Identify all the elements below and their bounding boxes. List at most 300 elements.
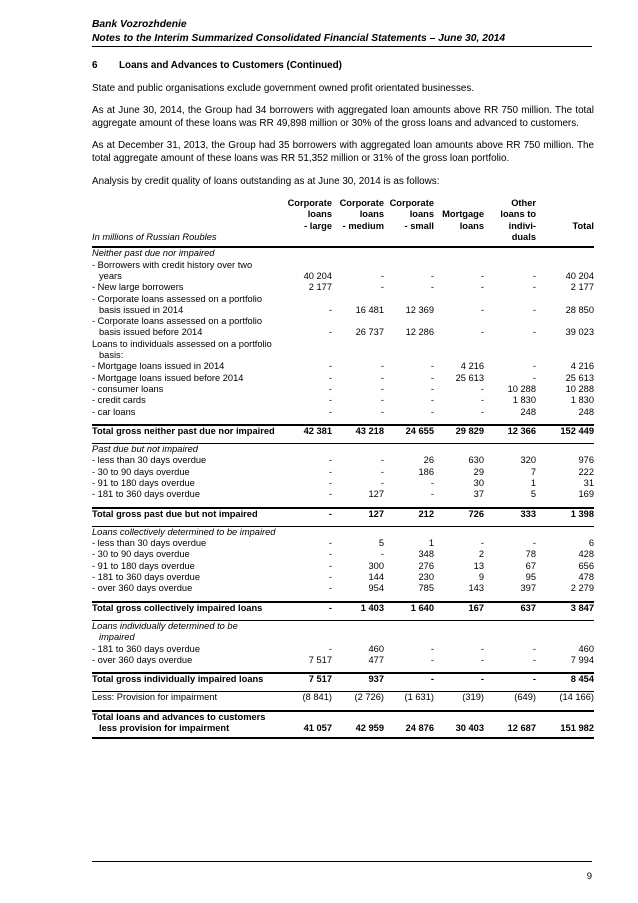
value-cell: -: [484, 673, 536, 685]
value-cell: [282, 350, 332, 361]
value-cell: [434, 294, 484, 305]
credit-quality-table: [92, 198, 594, 739]
value-cell: 13: [473, 560, 484, 571]
value-cell: -: [430, 282, 434, 293]
spacer-cell: [434, 501, 484, 508]
spacer-cell: [484, 595, 536, 602]
value-cell: 31: [583, 477, 594, 488]
value-cell: -: [532, 643, 536, 654]
value-cell: 4 216: [570, 361, 594, 372]
value-cell: 12 286: [405, 327, 434, 338]
value-cell: 4 216: [460, 361, 484, 372]
spacer-cell: [536, 595, 594, 602]
value-cell: 29 829: [434, 425, 484, 437]
value-cell: [434, 711, 484, 723]
spacer-cell: [434, 704, 484, 711]
value-cell: -: [430, 395, 434, 406]
value-cell: -: [480, 327, 484, 338]
row-label: impaired: [99, 632, 135, 643]
value-cell: -: [532, 372, 536, 383]
value-cell: 9: [478, 572, 484, 583]
subheading-row: [92, 247, 594, 259]
value-cell: 477: [368, 654, 384, 665]
row-label: - less than 30 days overdue: [92, 538, 207, 549]
value-cell: -: [480, 643, 484, 654]
value-cell: 152 449: [536, 425, 594, 437]
value-cell: 127: [332, 508, 384, 520]
value-cell: [384, 711, 434, 723]
value-cell: 248: [520, 406, 536, 417]
subheading-row: [92, 444, 594, 456]
row-label: - Mortgage loans issued in 2014: [92, 361, 225, 372]
value-cell: [536, 260, 594, 271]
value-cell: 169: [578, 489, 594, 500]
value-cell: 43 218: [332, 425, 384, 437]
value-cell: 26 737: [355, 327, 384, 338]
value-cell: -: [430, 372, 434, 383]
value-cell: 151 982: [536, 723, 594, 738]
value-cell: -: [328, 395, 332, 406]
value-cell: 10 288: [507, 383, 536, 394]
value-cell: -: [380, 383, 384, 394]
row-label: - 91 to 180 days overdue: [92, 560, 195, 571]
value-cell: [282, 339, 332, 350]
value-cell: -: [380, 455, 384, 466]
value-cell: [282, 711, 332, 723]
value-cell: 6: [588, 538, 594, 549]
value-cell: [332, 316, 384, 327]
value-cell: 397: [520, 583, 536, 594]
column-header: Total: [536, 198, 594, 247]
row-label: years: [99, 270, 122, 281]
column-header: Corporate loans - large: [282, 198, 332, 247]
value-cell: -: [380, 372, 384, 383]
table-row: [92, 373, 594, 384]
total-row: [92, 711, 594, 723]
value-cell: -: [480, 270, 484, 281]
row-label: - 91 to 180 days overdue: [92, 477, 195, 488]
value-cell: -: [430, 489, 434, 500]
paragraph: As at June 30, 2014, the Group had 34 borrowers with aggregated loan amounts above RR 750 million. The total aggregate amount of these loans was RR 49,898 million or 30% of the gross loans and advanced to customers.: [92, 105, 594, 129]
row-label: - Corporate loans assessed on a portfolio: [92, 293, 263, 304]
spacer-cell: [282, 595, 332, 602]
value-cell: 460: [368, 643, 384, 654]
row-label: - 30 to 90 days overdue: [92, 549, 190, 560]
value-cell: -: [328, 361, 332, 372]
spacer-row: [92, 595, 594, 602]
value-cell: 656: [578, 560, 594, 571]
value-cell: -: [480, 395, 484, 406]
value-cell: -: [532, 304, 536, 315]
value-cell: -: [328, 372, 332, 383]
spacer-cell: [282, 418, 332, 425]
value-cell: -: [328, 538, 332, 549]
value-cell: 1 403: [332, 602, 384, 614]
value-cell: -: [532, 361, 536, 372]
value-cell: 2 177: [308, 282, 332, 293]
value-cell: 300: [368, 560, 384, 571]
spacer-cell: [384, 418, 434, 425]
row-label: Total gross past due but not impaired: [92, 508, 282, 520]
value-cell: -: [430, 270, 434, 281]
value-cell: [484, 294, 536, 305]
spacer-cell: [536, 666, 594, 673]
total-row: [92, 673, 594, 685]
table-row: [92, 327, 594, 338]
value-cell: [332, 711, 384, 723]
value-cell: 16 481: [355, 304, 384, 315]
value-cell: 7 517: [308, 654, 332, 665]
value-cell: 2 177: [570, 282, 594, 293]
column-header: Other loans to indivi- duals: [484, 198, 536, 247]
table-row: [92, 583, 594, 594]
value-cell: [434, 350, 484, 361]
table-row: [92, 407, 594, 418]
value-cell: 40 204: [303, 270, 332, 281]
value-cell: 12 369: [405, 304, 434, 315]
value-cell: -: [328, 572, 332, 583]
section-number: 6: [92, 60, 98, 71]
value-cell: -: [480, 654, 484, 665]
value-cell: -: [532, 282, 536, 293]
value-cell: [536, 350, 594, 361]
value-cell: -: [328, 455, 332, 466]
value-cell: [536, 294, 594, 305]
value-cell: 78: [525, 549, 536, 560]
spacer-cell: [536, 501, 594, 508]
table-row: [92, 361, 594, 372]
paragraph: As at December 31, 2013, the Group had 35 borrowers with aggregated loan amounts above RR 750 million. The total aggregate amount of these loans was RR 51,352 million or 31% of the gross loan portfolio.: [92, 140, 594, 164]
table-row: [92, 316, 594, 327]
document-title: Notes to the Interim Summarized Consolidated Financial Statements – June 30, 2014: [92, 32, 506, 44]
value-cell: 7 994: [570, 654, 594, 665]
table-row: [92, 538, 594, 549]
value-cell: -: [328, 477, 332, 488]
table-row: [92, 692, 594, 704]
value-cell: 25 613: [565, 372, 594, 383]
table-row: [92, 655, 594, 666]
spacer-cell: [484, 704, 536, 711]
value-cell: 726: [434, 508, 484, 520]
spacer-cell: [484, 666, 536, 673]
table-row: [92, 572, 594, 583]
value-cell: 212: [384, 508, 434, 520]
value-cell: [332, 350, 384, 361]
row-label: - car loans: [92, 406, 136, 417]
row-label: - less than 30 days overdue: [92, 455, 207, 466]
total-row: [92, 508, 594, 520]
units-label: In millions of Russian Roubles: [92, 198, 282, 247]
table-row: [92, 489, 594, 500]
row-label: - 181 to 360 days overdue: [92, 572, 201, 583]
value-cell: -: [480, 406, 484, 417]
value-cell: -: [328, 406, 332, 417]
row-label: Loans individually determined to be: [92, 620, 594, 632]
value-cell: [332, 294, 384, 305]
row-label: - consumer loans: [92, 383, 164, 394]
value-cell: -: [430, 406, 434, 417]
value-cell: [484, 339, 536, 350]
value-cell: [484, 350, 536, 361]
paragraph: State and public organisations exclude government owned profit orientated businesses.: [92, 82, 475, 94]
header-rule: [92, 46, 592, 47]
spacer-cell: [332, 595, 384, 602]
value-cell: 7 517: [282, 673, 332, 685]
value-cell: 30: [473, 477, 484, 488]
spacer-cell: [536, 704, 594, 711]
spacer-row: [92, 704, 594, 711]
value-cell: -: [480, 304, 484, 315]
value-cell: 24 876: [384, 723, 434, 738]
table-row: [92, 561, 594, 572]
value-cell: 1 830: [570, 395, 594, 406]
section-heading: [92, 60, 594, 73]
spacer-cell: [434, 595, 484, 602]
value-cell: 24 655: [384, 425, 434, 437]
value-cell: -: [328, 327, 332, 338]
table-row: [92, 294, 594, 305]
spacer-cell: [92, 501, 282, 508]
value-cell: -: [480, 383, 484, 394]
value-cell: -: [430, 477, 434, 488]
value-cell: -: [380, 270, 384, 281]
value-cell: -: [532, 654, 536, 665]
table-row: [92, 467, 594, 478]
row-label: - New large borrowers: [92, 282, 184, 293]
value-cell: 428: [578, 549, 594, 560]
row-label: - over 360 days overdue: [92, 654, 193, 665]
total-row: [92, 425, 594, 437]
spacer-cell: [384, 666, 434, 673]
value-cell: 42 381: [282, 425, 332, 437]
value-cell: 3 847: [536, 602, 594, 614]
spacer-cell: [536, 418, 594, 425]
value-cell: -: [380, 282, 384, 293]
value-cell: -: [430, 383, 434, 394]
spacer-row: [92, 418, 594, 425]
value-cell: -: [328, 643, 332, 654]
row-label: - Mortgage loans issued before 2014: [92, 372, 244, 383]
spacer-cell: [332, 704, 384, 711]
value-cell: 2 279: [570, 583, 594, 594]
company-name: Bank Vozrozhdenie: [92, 19, 187, 30]
value-cell: -: [380, 406, 384, 417]
value-cell: [384, 350, 434, 361]
row-label: - credit cards: [92, 395, 146, 406]
value-cell: [434, 316, 484, 327]
value-cell: 67: [525, 560, 536, 571]
footer-rule: [92, 861, 592, 862]
value-cell: 5: [530, 489, 536, 500]
value-cell: [484, 316, 536, 327]
spacer-cell: [332, 666, 384, 673]
value-cell: -: [328, 383, 332, 394]
value-cell: 8 454: [536, 673, 594, 685]
table-row: [92, 395, 594, 406]
spacer-cell: [484, 501, 536, 508]
value-cell: -: [434, 673, 484, 685]
value-cell: 637: [484, 602, 536, 614]
value-cell: 222: [578, 466, 594, 477]
page-number: 9: [586, 871, 592, 882]
value-cell: -: [380, 361, 384, 372]
value-cell: -: [328, 549, 332, 560]
row-label: Past due but not impaired: [92, 444, 594, 456]
value-cell: 28 850: [565, 304, 594, 315]
spacer-row: [92, 501, 594, 508]
subheading-row: [92, 632, 594, 643]
row-label: less provision for impairment: [92, 723, 282, 738]
subheading-row: [92, 526, 594, 538]
row-label: Total gross collectively impaired loans: [92, 602, 282, 614]
paragraph: Analysis by credit quality of loans outstanding as at June 30, 2014 is as follows:: [92, 175, 440, 187]
table-row: [92, 350, 594, 361]
value-cell: 348: [418, 549, 434, 560]
value-cell: [434, 260, 484, 271]
row-label: Total gross individually impaired loans: [92, 673, 282, 685]
table-row: [92, 455, 594, 466]
value-cell: -: [328, 560, 332, 571]
value-cell: -: [480, 282, 484, 293]
value-cell: -: [480, 538, 484, 549]
value-cell: 30 403: [434, 723, 484, 738]
spacer-cell: [484, 418, 536, 425]
value-cell: 5: [378, 538, 384, 549]
value-cell: [536, 339, 594, 350]
value-cell: (14 166): [536, 692, 594, 704]
spacer-cell: [282, 501, 332, 508]
spacer-row: [92, 666, 594, 673]
row-label: - 181 to 360 days overdue: [92, 489, 201, 500]
value-cell: 976: [578, 455, 594, 466]
value-cell: 2: [478, 549, 484, 560]
spacer-cell: [282, 704, 332, 711]
row-label: - 30 to 90 days overdue: [92, 466, 190, 477]
value-cell: 1: [530, 477, 536, 488]
column-header: Mortgage loans: [434, 198, 484, 247]
value-cell: 167: [434, 602, 484, 614]
value-cell: -: [328, 583, 332, 594]
value-cell: [384, 260, 434, 271]
value-cell: 1 640: [384, 602, 434, 614]
row-label: Total loans and advances to customers: [92, 711, 282, 723]
value-cell: 25 613: [455, 372, 484, 383]
spacer-cell: [434, 666, 484, 673]
value-cell: -: [384, 673, 434, 685]
value-cell: 39 023: [565, 327, 594, 338]
value-cell: 954: [368, 583, 384, 594]
value-cell: 26: [423, 455, 434, 466]
spacer-cell: [332, 418, 384, 425]
value-cell: (8 841): [282, 692, 332, 704]
value-cell: 478: [578, 572, 594, 583]
value-cell: -: [328, 466, 332, 477]
spacer-cell: [92, 595, 282, 602]
value-cell: [484, 260, 536, 271]
row-label: Loans collectively determined to be impaired: [92, 526, 594, 538]
row-label: Total gross neither past due nor impaired: [92, 425, 282, 437]
table-row: [92, 260, 594, 271]
spacer-cell: [384, 501, 434, 508]
spacer-cell: [92, 666, 282, 673]
value-cell: 7: [530, 466, 536, 477]
row-label: basis:: [99, 350, 124, 361]
spacer-cell: [434, 418, 484, 425]
value-cell: -: [430, 654, 434, 665]
value-cell: 143: [468, 583, 484, 594]
value-cell: 12 366: [484, 425, 536, 437]
value-cell: [384, 339, 434, 350]
value-cell: 785: [418, 583, 434, 594]
spacer-cell: [282, 666, 332, 673]
value-cell: [384, 294, 434, 305]
value-cell: [434, 339, 484, 350]
subheading-row: [92, 620, 594, 632]
table-row: [92, 478, 594, 489]
value-cell: 320: [520, 455, 536, 466]
spacer-cell: [92, 704, 282, 711]
value-cell: 1 830: [512, 395, 536, 406]
value-cell: -: [328, 304, 332, 315]
total-row: [92, 723, 594, 738]
value-cell: 41 057: [282, 723, 332, 738]
table-body: [92, 247, 594, 738]
value-cell: -: [532, 270, 536, 281]
value-cell: [282, 260, 332, 271]
value-cell: 276: [418, 560, 434, 571]
value-cell: [332, 339, 384, 350]
value-cell: 1: [428, 538, 434, 549]
value-cell: [536, 711, 594, 723]
value-cell: -: [282, 508, 332, 520]
value-cell: 95: [525, 572, 536, 583]
column-header: Corporate loans - small: [384, 198, 434, 247]
row-label: - Corporate loans assessed on a portfolio: [92, 316, 263, 327]
value-cell: [282, 316, 332, 327]
value-cell: [282, 294, 332, 305]
row-label: Loans to individuals assessed on a portfolio: [92, 338, 272, 349]
value-cell: 460: [578, 643, 594, 654]
spacer-cell: [92, 418, 282, 425]
table-row: [92, 305, 594, 316]
table-row: [92, 384, 594, 395]
value-cell: 29: [473, 466, 484, 477]
value-cell: 42 959: [332, 723, 384, 738]
value-cell: 144: [368, 572, 384, 583]
value-cell: 630: [468, 455, 484, 466]
spacer-cell: [384, 704, 434, 711]
value-cell: -: [380, 477, 384, 488]
document-body: [92, 60, 594, 739]
value-cell: 12 687: [484, 723, 536, 738]
value-cell: (2 726): [332, 692, 384, 704]
value-cell: [484, 711, 536, 723]
value-cell: -: [532, 538, 536, 549]
value-cell: 248: [578, 406, 594, 417]
spacer-cell: [384, 595, 434, 602]
value-cell: (1 631): [384, 692, 434, 704]
value-cell: -: [380, 466, 384, 477]
value-cell: -: [380, 549, 384, 560]
row-label: Neither past due nor impaired: [92, 248, 215, 259]
value-cell: 937: [332, 673, 384, 685]
value-cell: 37: [473, 489, 484, 500]
row-label: basis issued before 2014: [99, 327, 203, 338]
table-header-row: [92, 198, 594, 247]
row-label: basis issued in 2014: [99, 304, 184, 315]
spacer-cell: [332, 501, 384, 508]
table-row: [92, 644, 594, 655]
